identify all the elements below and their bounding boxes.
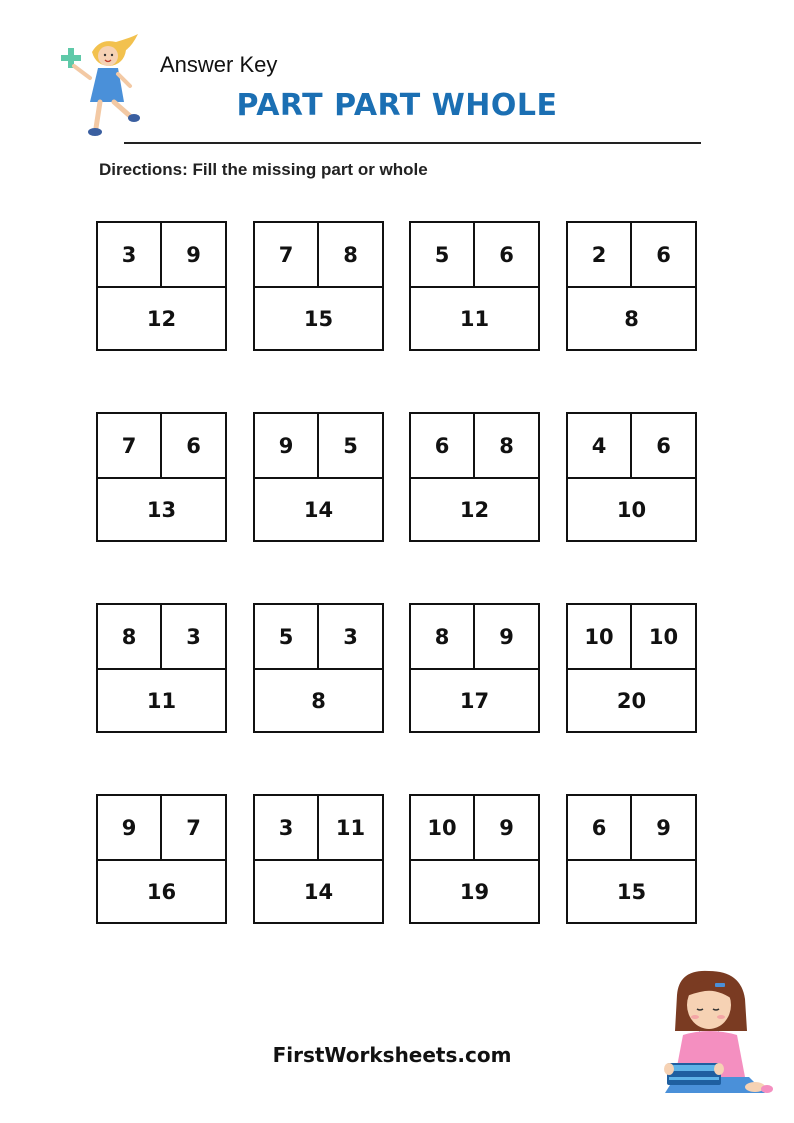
whole-cell: 12 bbox=[411, 477, 538, 540]
whole-cell: 13 bbox=[98, 477, 225, 540]
part-one-cell: 9 bbox=[255, 414, 319, 477]
part-part-whole-box bbox=[253, 794, 384, 924]
part-two-cell: 8 bbox=[343, 242, 358, 267]
page-title: PART PART WHOLE bbox=[236, 88, 558, 123]
part-two-cell: 6 bbox=[656, 433, 671, 458]
part-one-cell: 2 bbox=[568, 223, 632, 286]
part-two-cell: 3 bbox=[186, 624, 201, 649]
whole-cell: 16 bbox=[98, 859, 225, 922]
part-one-cell: 9 bbox=[98, 796, 162, 859]
part-one-cell: 10 bbox=[411, 796, 475, 859]
part-part-whole-box bbox=[253, 221, 384, 351]
whole-cell: 15 bbox=[255, 286, 382, 349]
part-two-cell: 3 bbox=[343, 624, 358, 649]
whole-cell: 19 bbox=[411, 859, 538, 922]
part-part-whole-box bbox=[96, 794, 227, 924]
part-one-cell: 8 bbox=[411, 605, 475, 668]
footer-site-name: FirstWorksheets.com bbox=[272, 1043, 512, 1067]
part-one-cell: 10 bbox=[568, 605, 632, 668]
part-part-whole-box bbox=[96, 412, 227, 542]
part-one-cell: 3 bbox=[255, 796, 319, 859]
whole-cell: 8 bbox=[568, 286, 695, 349]
part-one-cell: 7 bbox=[98, 414, 162, 477]
part-part-whole-box bbox=[96, 221, 227, 351]
part-part-whole-box bbox=[566, 412, 697, 542]
part-part-whole-box bbox=[409, 412, 540, 542]
part-two-cell: 7 bbox=[186, 815, 201, 840]
part-part-whole-box bbox=[253, 412, 384, 542]
part-two-cell: 6 bbox=[186, 433, 201, 458]
whole-cell: 14 bbox=[255, 859, 382, 922]
whole-cell: 17 bbox=[411, 668, 538, 731]
part-part-whole-box bbox=[409, 794, 540, 924]
part-two-cell: 9 bbox=[656, 815, 671, 840]
part-part-whole-box bbox=[409, 221, 540, 351]
answer-key-label: Answer Key bbox=[160, 52, 278, 77]
part-part-whole-box bbox=[566, 603, 697, 733]
whole-cell: 14 bbox=[255, 477, 382, 540]
part-one-cell: 7 bbox=[255, 223, 319, 286]
part-part-whole-box bbox=[253, 603, 384, 733]
part-two-cell: 5 bbox=[343, 433, 358, 458]
whole-cell: 11 bbox=[411, 286, 538, 349]
part-two-cell: 6 bbox=[656, 242, 671, 267]
part-one-cell: 4 bbox=[568, 414, 632, 477]
part-two-cell: 9 bbox=[499, 815, 514, 840]
part-one-cell: 5 bbox=[255, 605, 319, 668]
part-two-cell: 6 bbox=[499, 242, 514, 267]
part-part-whole-box bbox=[566, 221, 697, 351]
directions-text: Directions: Fill the missing part or whole bbox=[99, 160, 428, 179]
part-one-cell: 5 bbox=[411, 223, 475, 286]
whole-cell: 10 bbox=[568, 477, 695, 540]
part-two-cell: 9 bbox=[186, 242, 201, 267]
whole-cell: 8 bbox=[255, 668, 382, 731]
part-two-cell: 11 bbox=[335, 815, 366, 840]
whole-cell: 11 bbox=[98, 668, 225, 731]
part-part-whole-box bbox=[409, 603, 540, 733]
part-part-whole-box bbox=[96, 603, 227, 733]
part-one-cell: 3 bbox=[98, 223, 162, 286]
whole-cell: 12 bbox=[98, 286, 225, 349]
whole-cell: 20 bbox=[568, 668, 695, 731]
part-two-cell: 10 bbox=[648, 624, 679, 649]
part-one-cell: 6 bbox=[568, 796, 632, 859]
part-two-cell: 9 bbox=[499, 624, 514, 649]
part-one-cell: 8 bbox=[98, 605, 162, 668]
girl-reading-book-icon bbox=[655, 965, 775, 1105]
part-two-cell: 8 bbox=[499, 433, 514, 458]
part-one-cell: 6 bbox=[411, 414, 475, 477]
part-part-whole-box bbox=[566, 794, 697, 924]
whole-cell: 15 bbox=[568, 859, 695, 922]
